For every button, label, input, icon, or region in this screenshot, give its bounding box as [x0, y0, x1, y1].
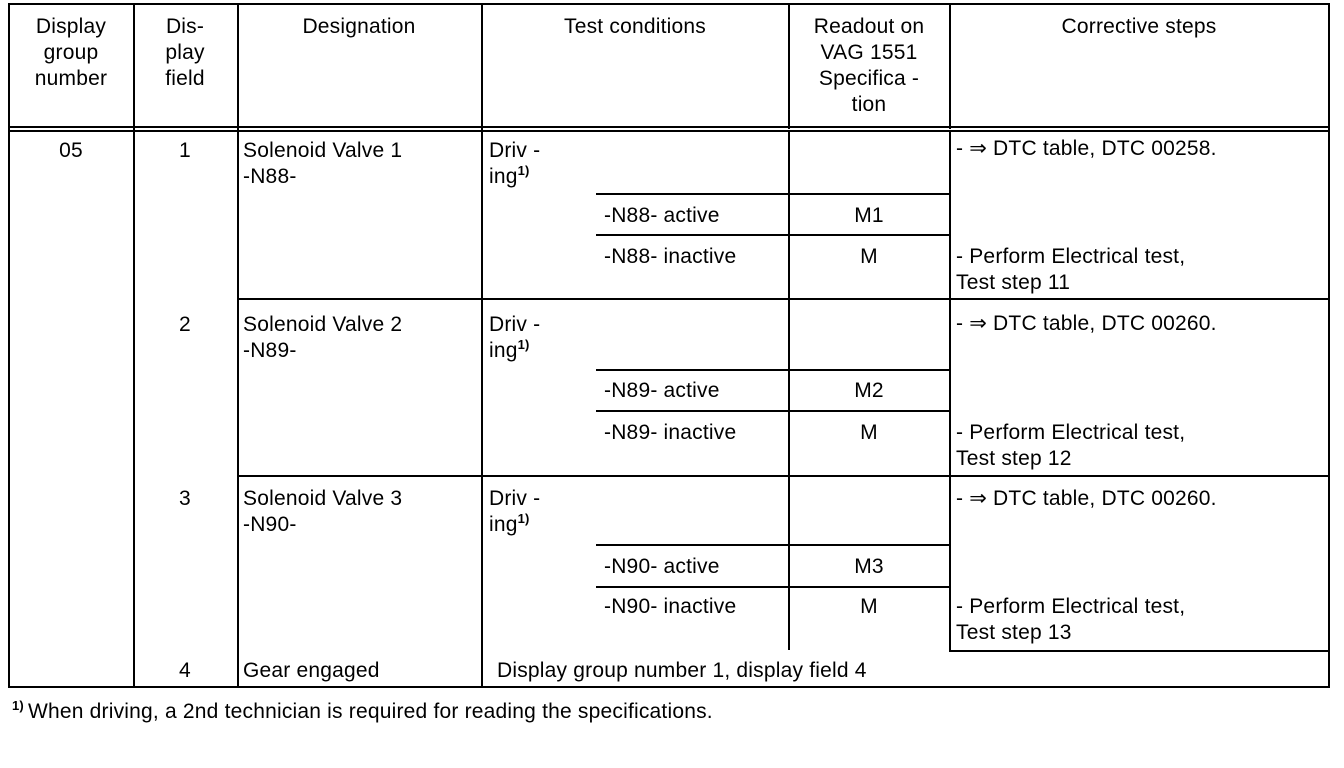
row-3-field: 3 — [179, 487, 191, 510]
footnote-text: When driving, a 2nd technician is required for reading the specifications. — [27, 700, 713, 723]
row-1-designation: Solenoid Valve 1 -N88- — [243, 139, 403, 188]
header-test-conditions: Test conditions — [564, 15, 706, 38]
subrow-line-1b — [596, 234, 950, 236]
row-1-footnote-mark: 1) — [517, 163, 530, 178]
header-corrective-steps: Corrective steps — [1061, 15, 1217, 38]
row-2-condition-text: Driv - ing — [489, 313, 541, 362]
row-3-condition-text: Driv - ing — [489, 487, 541, 536]
row-2-footnote-mark: 1) — [517, 337, 530, 352]
row-2-field: 2 — [179, 313, 191, 336]
header-separator — [8, 126, 1328, 128]
row-4-designation: Gear engaged — [243, 659, 380, 682]
header-readout: Readout on VAG 1551 Specifica - tion — [813, 15, 925, 116]
footnote — [12, 699, 1012, 725]
row-3-active-label: -N90- active — [604, 555, 720, 578]
header-separator-2 — [8, 130, 1328, 132]
col-border-2 — [237, 3, 239, 688]
row-2-inactive-value: M — [860, 421, 878, 444]
subrow-line-3a — [596, 544, 950, 546]
row-3-inactive-value: M — [860, 595, 878, 618]
row-1-active-label: -N88- active — [604, 204, 720, 227]
row-separator-2-3 — [237, 475, 1329, 477]
subrow-line-1a — [596, 193, 950, 195]
subrow-line-2a — [596, 369, 950, 371]
row-2-active-label: -N89- active — [604, 379, 720, 402]
col-border-right — [1328, 3, 1330, 688]
header-display-group-number: Display group number — [34, 15, 108, 90]
display-group-number-value: 05 — [59, 139, 83, 162]
row-3-step-dtc: - ⇒ DTC table, DTC 00260. — [956, 487, 1217, 510]
row-2-inactive-label: -N89- inactive — [604, 421, 737, 444]
subrow-line-3b — [596, 586, 950, 588]
row-3-active-value: M3 — [854, 555, 884, 578]
col-border-1 — [133, 3, 135, 688]
row-4-field: 4 — [179, 659, 191, 682]
col-border-3 — [481, 3, 483, 688]
row-2-active-value: M2 — [854, 379, 884, 402]
col-border-5b — [949, 130, 951, 650]
row-3-step-test: - Perform Electrical test, Test step 13 — [956, 595, 1186, 644]
row-1-step-dtc: - ⇒ DTC table, DTC 00258. — [956, 137, 1217, 160]
row-1-active-value: M1 — [854, 204, 884, 227]
row-1-step-test: - Perform Electrical test, Test step 11 — [956, 245, 1186, 294]
row-2-designation: Solenoid Valve 2 -N89- — [243, 313, 403, 362]
row-1-inactive-label: -N88- inactive — [604, 245, 737, 268]
row-3-condition — [489, 486, 579, 538]
subrow-line-2b — [596, 410, 950, 412]
row-2-step-dtc: - ⇒ DTC table, DTC 00260. — [956, 312, 1217, 335]
row-2-condition — [489, 312, 579, 364]
row-separator-3-4 — [949, 650, 1329, 652]
row-4-condition: Display group number 1, display field 4 — [497, 659, 867, 682]
header-display-field: Dis- play field — [165, 15, 205, 90]
row-3-designation: Solenoid Valve 3 -N90- — [243, 487, 403, 536]
footnote-mark: 1) — [12, 698, 24, 713]
row-3-footnote-mark: 1) — [517, 511, 530, 526]
col-border-left — [8, 3, 10, 688]
row-1-field: 1 — [179, 139, 191, 162]
row-1-condition-text: Driv - ing — [489, 139, 541, 188]
row-1-condition — [489, 138, 579, 190]
header-designation: Designation — [302, 15, 416, 38]
row-separator-1-2 — [237, 298, 1329, 300]
table-border-top — [8, 3, 1328, 5]
row-2-step-test: - Perform Electrical test, Test step 12 — [956, 421, 1186, 470]
row-1-inactive-value: M — [860, 245, 878, 268]
row-3-inactive-label: -N90- inactive — [604, 595, 737, 618]
table-border-bottom — [8, 686, 1328, 688]
